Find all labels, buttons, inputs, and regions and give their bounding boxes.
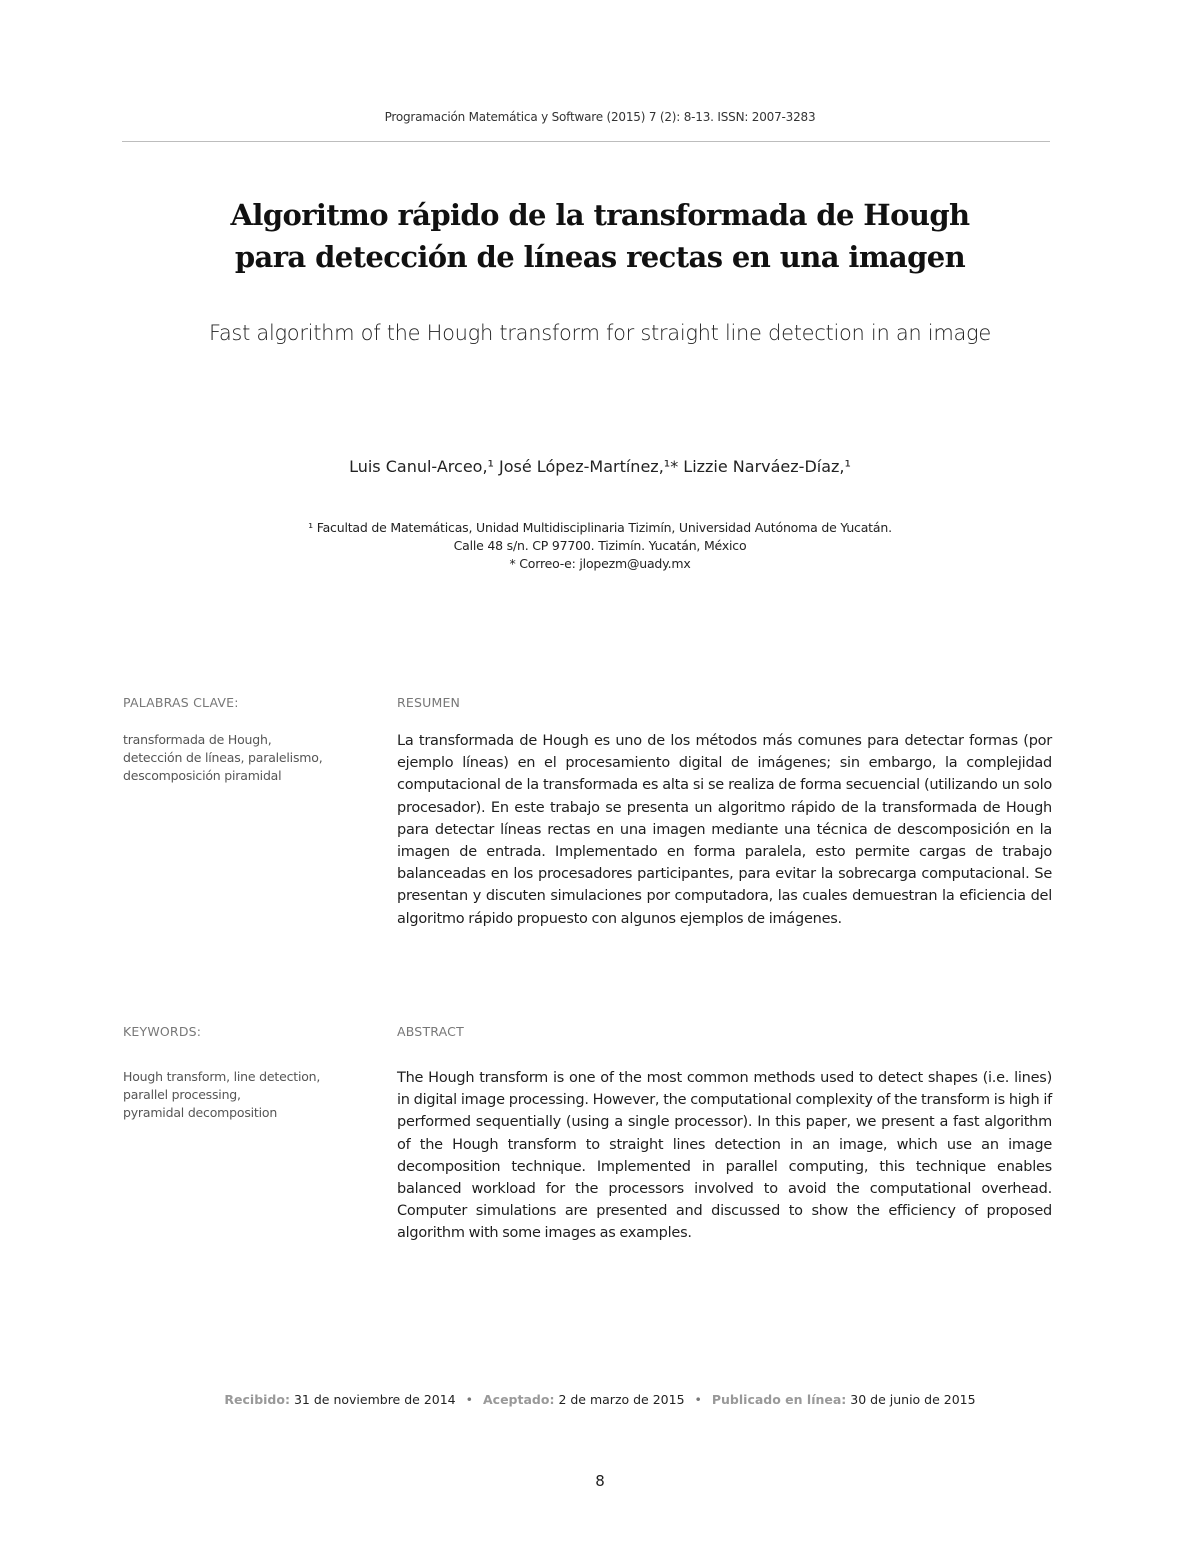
- keywords-line-3: pyramidal decomposition: [123, 1105, 278, 1120]
- received-date: 31 de noviembre de 2014: [293, 1392, 456, 1407]
- paper-title-line-1: Algoritmo rápido de la transformada de Hough: [230, 198, 970, 232]
- keywords-line-2: parallel processing,: [123, 1087, 241, 1102]
- accepted-label: Aceptado:: [482, 1392, 555, 1407]
- paper-title-line-2: para detección de líneas rectas en una imagen: [234, 240, 966, 274]
- resumen-text: La transformada de Hough es uno de los métodos más comunes para detectar formas (por ejemplo líneas) en el procesamiento digital de imágenes; sin embargo, la complejidad computacional de la transformada es alta si se realiza de forma secuencial (utilizando un solo procesador). En este trabajo se presenta un algoritmo rápido de la transformada de Hough para detectar líneas rectas en una imagen mediante una técnica de descomposición en la imagen de entrada. Implementado en forma paralela, esto permite cargas de trabajo balanceadas en los procesadores participantes, para evitar la sobrecarga computacional. Se presentan y discuten simulaciones por computadora, las cuales demuestran la eficiencia del algoritmo rápido propuesto con algunos ejemplos de imágenes.: [397, 733, 1052, 927]
- resumen-label: RESUMEN: [397, 695, 461, 710]
- date-separator: •: [694, 1392, 702, 1407]
- date-separator: •: [465, 1392, 473, 1407]
- palabras-clave-label: PALABRAS CLAVE:: [123, 695, 239, 710]
- published-label: Publicado en línea:: [711, 1392, 847, 1407]
- author-list: Luis Canul-Arceo,¹ José López-Martínez,¹* Lizzie Narváez-Díaz,¹: [349, 457, 851, 476]
- keywords-label: KEYWORDS:: [123, 1024, 202, 1039]
- page-number: 8: [595, 1472, 605, 1490]
- published-date: 30 de junio de 2015: [850, 1392, 976, 1407]
- abstract-text: The Hough transform is one of the most common methods used to detect shapes (i.e. lines) in digital image processing. However, the computational complexity of the transform is high if performed sequentially (using a single processor). In this paper, we present a fast algorithm of the Hough transform to straight lines detection in an image, which use an image decomposition technique. Implemented in parallel computing, this technique enables balanced workload for the processors involved to avoid the computational overhead. Computer simulations are presented and discussed to show the efficiency of proposed algorithm with some images as examples.: [397, 1070, 1052, 1242]
- affiliation-line-1: ¹ Facultad de Matemáticas, Unidad Multidisciplinaria Tizimín, Universidad Autónoma de Yucatán.: [308, 520, 892, 535]
- accepted-date: 2 de marzo de 2015: [558, 1392, 685, 1407]
- abstract-label: ABSTRACT: [397, 1024, 464, 1039]
- palabras-clave-line-3: descomposición piramidal: [123, 768, 282, 783]
- keywords-line-1: Hough transform, line detection,: [123, 1069, 321, 1084]
- journal-header: Programación Matemática y Software (2015) 7 (2): 8-13. ISSN: 2007-3283: [384, 110, 816, 124]
- palabras-clave-line-2: detección de líneas, paralelismo,: [123, 750, 323, 765]
- keywords-list: [123, 1068, 353, 1122]
- affiliation-block: [100, 519, 1100, 573]
- affiliation-line-3: * Correo-e: jlopezm@uady.mx: [509, 556, 691, 571]
- affiliation-line-2: Calle 48 s/n. CP 97700. Tizimín. Yucatán, México: [453, 538, 747, 553]
- palabras-clave-line-1: transformada de Hough,: [123, 732, 272, 747]
- paper-title: [100, 194, 1100, 278]
- publication-dates: [0, 1392, 1200, 1407]
- header-divider: [122, 141, 1050, 142]
- received-label: Recibido:: [224, 1392, 290, 1407]
- english-title: Fast algorithm of the Hough transform for straight line detection in an image: [209, 321, 991, 345]
- palabras-clave-list: [123, 731, 353, 785]
